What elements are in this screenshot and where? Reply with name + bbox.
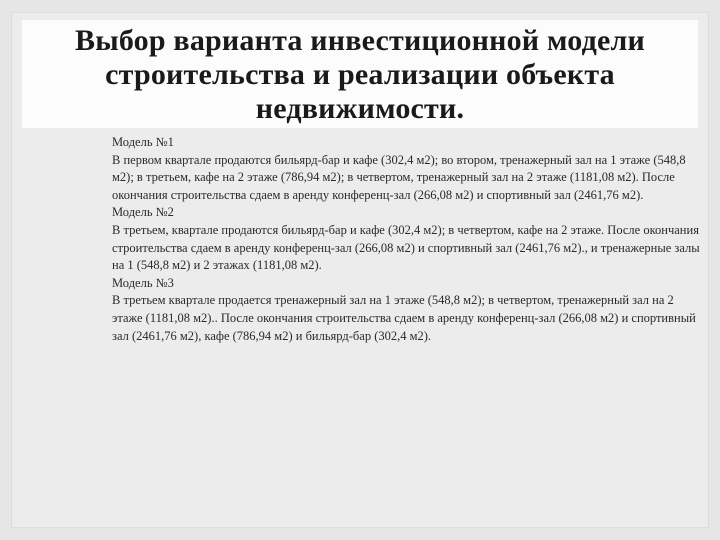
slide-content: [112, 134, 704, 345]
model-1-heading: Модель №1: [112, 135, 174, 149]
model-3-text: В третьем квартале продается тренажерный зал на 1 этаже (548,8 м2); в четвертом, тренажерный зал на 2 этаже (1181,08 м2).. После окончания строительства сдаем в аренду конференц-зал (266,08 м2) и спортивный зал (2461,76 м2), кафе (786,94 м2) и бильярд-бар (302,4 м2).: [112, 293, 696, 343]
model-2-heading: Модель №2: [112, 205, 174, 220]
slide-title: Выбор варианта инвестиционной модели строительства и реализации объекта недвижимости.: [75, 24, 645, 125]
model-1-text: В первом квартале продаются бильярд-бар и кафе (302,4 м2); во втором, тренажерный зал на 1 этаже (548,8 м2); в третьем, кафе на 2 этаже (786,94 м2); в четвертом, тренажерный зал на 2 этаже (1181,08 м2). После окончания строительства сдаем в аренду конференц-зал (266,08 м2) и спортивный зал (2461,76 м2).: [112, 152, 686, 202]
model-2-text: В третьем, квартале продаются бильярд-бар и кафе (302,4 м2); в четвертом, кафе на 2 этаже. После окончания строительства сдаем в аренду конференц-зал (266,08 м2) и спортивный зал (2461,76 м2)., и тренажерные залы на 1 (548,8 м2) и 2 этажах (1181,08 м2).: [112, 222, 700, 273]
model-3-heading: Модель №3: [112, 275, 174, 290]
